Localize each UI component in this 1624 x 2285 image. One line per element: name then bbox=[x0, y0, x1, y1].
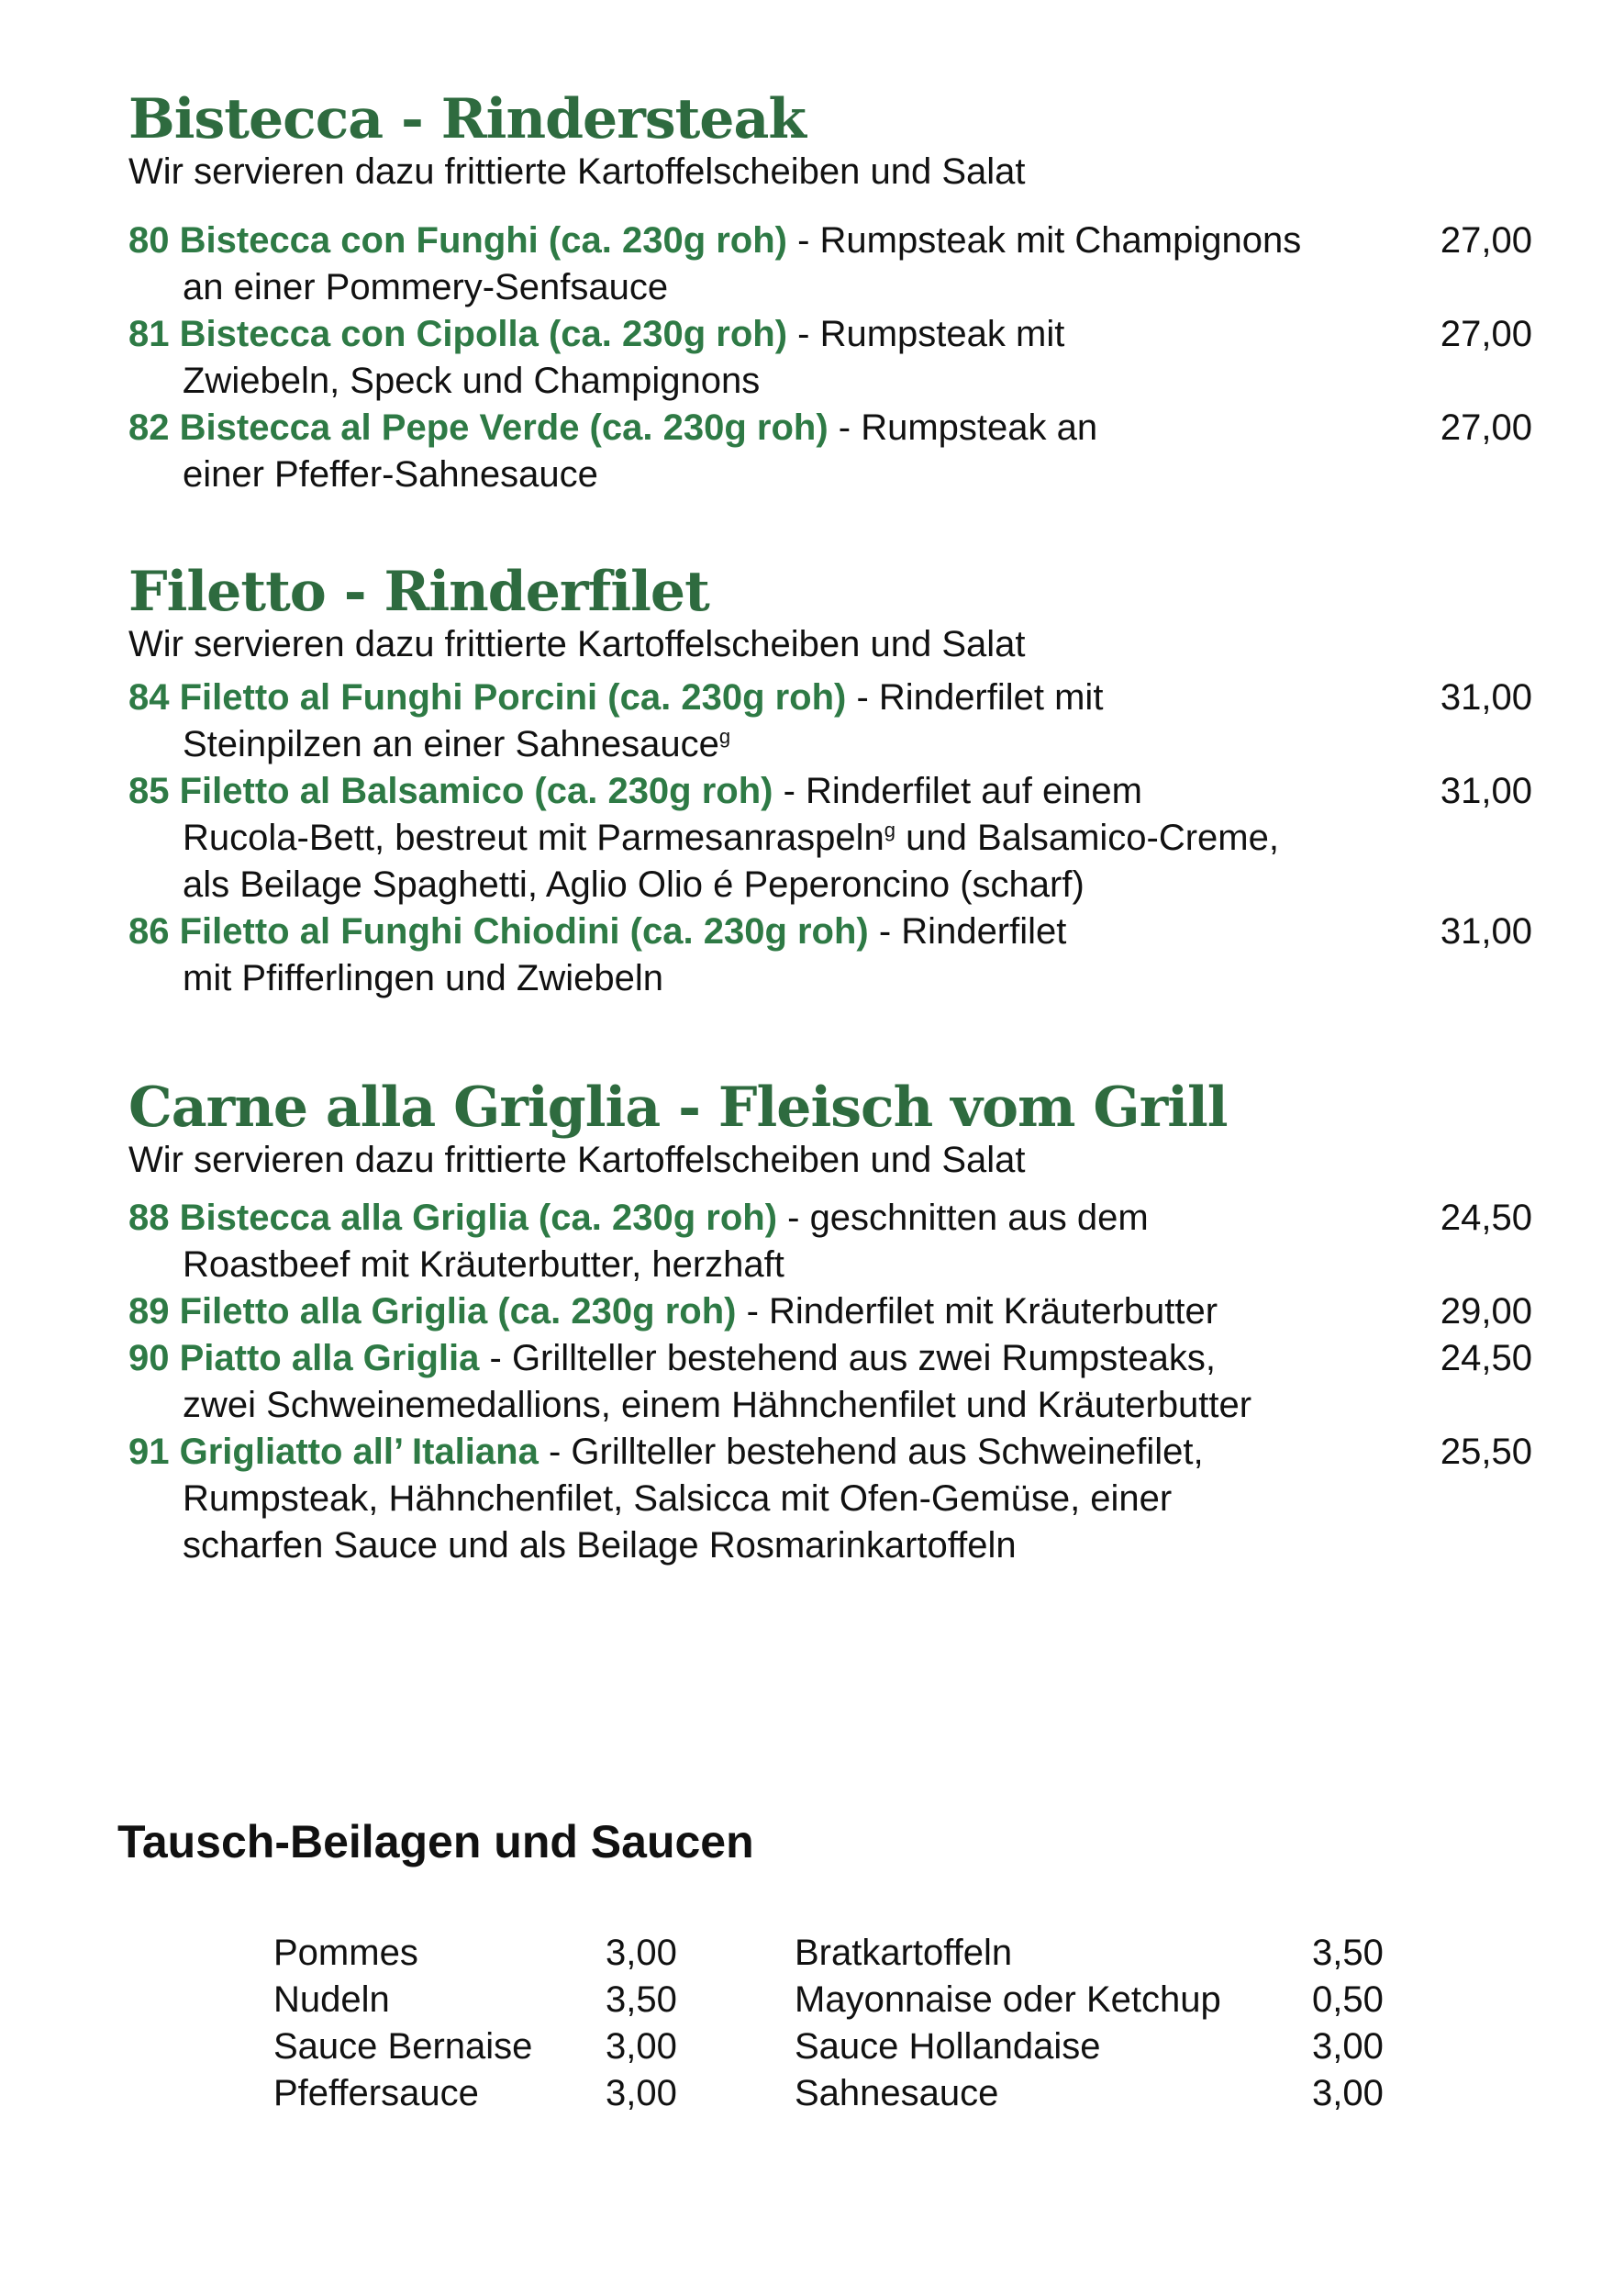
section-subtitle: Wir servieren dazu frittierte Kartoffelscheiben und Salat bbox=[128, 624, 1026, 664]
item-description: scharfen Sauce und als Beilage Rosmarinkartoffeln bbox=[183, 1525, 1017, 1566]
section-bistecca bbox=[128, 87, 1532, 498]
item-name: Bistecca con Funghi (ca. 230g roh) bbox=[179, 220, 787, 261]
section-carne-alla-griglia bbox=[128, 1078, 1532, 1569]
item-number: 90 bbox=[128, 1338, 170, 1378]
item-number: 86 bbox=[128, 911, 170, 952]
item-price: 31,00 bbox=[1440, 771, 1532, 811]
menu-item bbox=[128, 674, 1532, 768]
item-description: Rumpsteak, Hähnchenfilet, Salsicca mit Ofen-Gemüse, einer bbox=[183, 1478, 1173, 1519]
item-name: Bistecca al Pepe Verde (ca. 230g roh) bbox=[179, 407, 829, 448]
footnote-marker: g bbox=[884, 819, 896, 842]
item-description: - geschnitten aus dem bbox=[777, 1198, 1149, 1238]
item-price: 27,00 bbox=[1440, 220, 1532, 261]
side-price: 3,00 bbox=[606, 1933, 677, 1973]
side-name: Pfeffersauce bbox=[273, 2073, 479, 2113]
item-description: - Rinderfilet auf einem bbox=[773, 771, 1142, 811]
item-description: - Grillteller bestehend aus zwei Rumpsteaks, bbox=[479, 1338, 1216, 1378]
item-description: - Grillteller bestehend aus Schweinefilet, bbox=[538, 1432, 1204, 1472]
item-description: und Balsamico-Creme, bbox=[895, 818, 1279, 858]
item-description: einer Pfeffer-Sahnesauce bbox=[183, 454, 598, 495]
side-price: 3,50 bbox=[1312, 1933, 1384, 1973]
item-number: 89 bbox=[128, 1291, 170, 1332]
side-price: 3,00 bbox=[1312, 2026, 1384, 2067]
item-number: 80 bbox=[128, 220, 170, 261]
menu-item bbox=[128, 1288, 1532, 1335]
item-number: 91 bbox=[128, 1432, 170, 1472]
item-number: 84 bbox=[128, 677, 170, 718]
item-name: Bistecca alla Griglia (ca. 230g roh) bbox=[179, 1198, 778, 1238]
item-description: - Rumpsteak an bbox=[828, 407, 1098, 448]
item-price: 25,50 bbox=[1440, 1432, 1532, 1472]
item-number: 82 bbox=[128, 407, 170, 448]
side-name: Nudeln bbox=[273, 1979, 390, 2020]
item-description: - Rumpsteak mit bbox=[787, 314, 1065, 354]
side-price: 3,00 bbox=[606, 2073, 677, 2113]
item-name: Filetto al Balsamico (ca. 230g roh) bbox=[179, 771, 773, 811]
item-description: mit Pfifferlingen und Zwiebeln bbox=[183, 958, 663, 998]
menu-item bbox=[128, 908, 1532, 1002]
section-filetto bbox=[128, 560, 1532, 1002]
sides-title: Tausch-Beilagen und Saucen bbox=[117, 1816, 754, 1867]
side-name: Sauce Bernaise bbox=[273, 2026, 533, 2067]
item-number: 81 bbox=[128, 314, 170, 354]
item-description: Steinpilzen an einer Sahnesauce bbox=[183, 724, 719, 764]
menu-item bbox=[128, 1335, 1532, 1429]
side-name: Mayonnaise oder Ketchup bbox=[795, 1979, 1221, 2020]
item-price: 27,00 bbox=[1440, 314, 1532, 354]
item-number: 85 bbox=[128, 771, 170, 811]
item-price: 31,00 bbox=[1440, 911, 1532, 952]
item-price: 24,50 bbox=[1440, 1198, 1532, 1238]
item-description: Rucola-Bett, bestreut mit Parmesanraspeln bbox=[183, 818, 884, 858]
sides-left-column bbox=[273, 1930, 686, 2117]
item-name: Bistecca con Cipolla (ca. 230g roh) bbox=[179, 314, 788, 354]
side-price: 3,00 bbox=[606, 2026, 677, 2067]
side-name: Sahnesauce bbox=[795, 2073, 999, 2113]
side-name: Sauce Hollandaise bbox=[795, 2026, 1101, 2067]
side-name: Bratkartoffeln bbox=[795, 1933, 1013, 1973]
item-description: - Rinderfilet mit Kräuterbutter bbox=[736, 1291, 1218, 1332]
item-price: 24,50 bbox=[1440, 1338, 1532, 1378]
item-name: Filetto alla Griglia (ca. 230g roh) bbox=[179, 1291, 737, 1332]
menu-item bbox=[128, 217, 1532, 311]
item-description: Roastbeef mit Kräuterbutter, herzhaft bbox=[183, 1244, 784, 1285]
item-name: Filetto al Funghi Porcini (ca. 230g roh) bbox=[179, 677, 847, 718]
side-item bbox=[795, 1930, 1391, 1977]
item-description: an einer Pommery-Senfsauce bbox=[183, 267, 669, 307]
menu-item bbox=[128, 768, 1532, 908]
side-item bbox=[795, 2070, 1391, 2117]
side-item bbox=[273, 2070, 686, 2117]
menu-item bbox=[128, 311, 1532, 405]
side-price: 3,00 bbox=[1312, 2073, 1384, 2113]
menu-item bbox=[128, 1429, 1532, 1569]
side-item bbox=[273, 1977, 686, 2023]
side-price: 0,50 bbox=[1312, 1979, 1384, 2020]
menu-item bbox=[128, 1195, 1532, 1288]
side-item bbox=[795, 2023, 1391, 2070]
side-item bbox=[273, 2023, 686, 2070]
section-subtitle: Wir servieren dazu frittierte Kartoffelscheiben und Salat bbox=[128, 151, 1026, 192]
sides-right-column bbox=[795, 1930, 1391, 2117]
item-number: 88 bbox=[128, 1198, 170, 1238]
section-subtitle: Wir servieren dazu frittierte Kartoffelscheiben und Salat bbox=[128, 1140, 1026, 1180]
side-item bbox=[273, 1930, 686, 1977]
item-name: Grigliatto all’ Italiana bbox=[179, 1432, 539, 1472]
side-name: Pommes bbox=[273, 1933, 418, 1973]
side-price: 3,50 bbox=[606, 1979, 677, 2020]
item-description: - Rinderfilet bbox=[868, 911, 1067, 952]
item-price: 27,00 bbox=[1440, 407, 1532, 448]
menu-item bbox=[128, 405, 1532, 498]
section-title: Carne alla Griglia - Fleisch vom Grill bbox=[128, 1076, 1228, 1140]
item-name: Filetto al Funghi Chiodini (ca. 230g roh) bbox=[179, 911, 869, 952]
item-price: 31,00 bbox=[1440, 677, 1532, 718]
footnote-marker: g bbox=[718, 725, 731, 748]
item-price: 29,00 bbox=[1440, 1291, 1532, 1332]
item-description: - Rinderfilet mit bbox=[846, 677, 1104, 718]
item-description: als Beilage Spaghetti, Aglio Olio é Peperoncino (scharf) bbox=[183, 864, 1085, 905]
section-title: Bistecca - Rindersteak bbox=[128, 87, 806, 151]
section-title: Filetto - Rinderfilet bbox=[128, 560, 709, 624]
item-description: - Rumpsteak mit Champignons bbox=[787, 220, 1302, 261]
item-description: Zwiebeln, Speck und Champignons bbox=[183, 361, 761, 401]
item-description: zwei Schweinemedallions, einem Hähnchenfilet und Kräuterbutter bbox=[183, 1385, 1252, 1425]
side-item bbox=[795, 1977, 1391, 2023]
item-name: Piatto alla Griglia bbox=[179, 1338, 480, 1378]
